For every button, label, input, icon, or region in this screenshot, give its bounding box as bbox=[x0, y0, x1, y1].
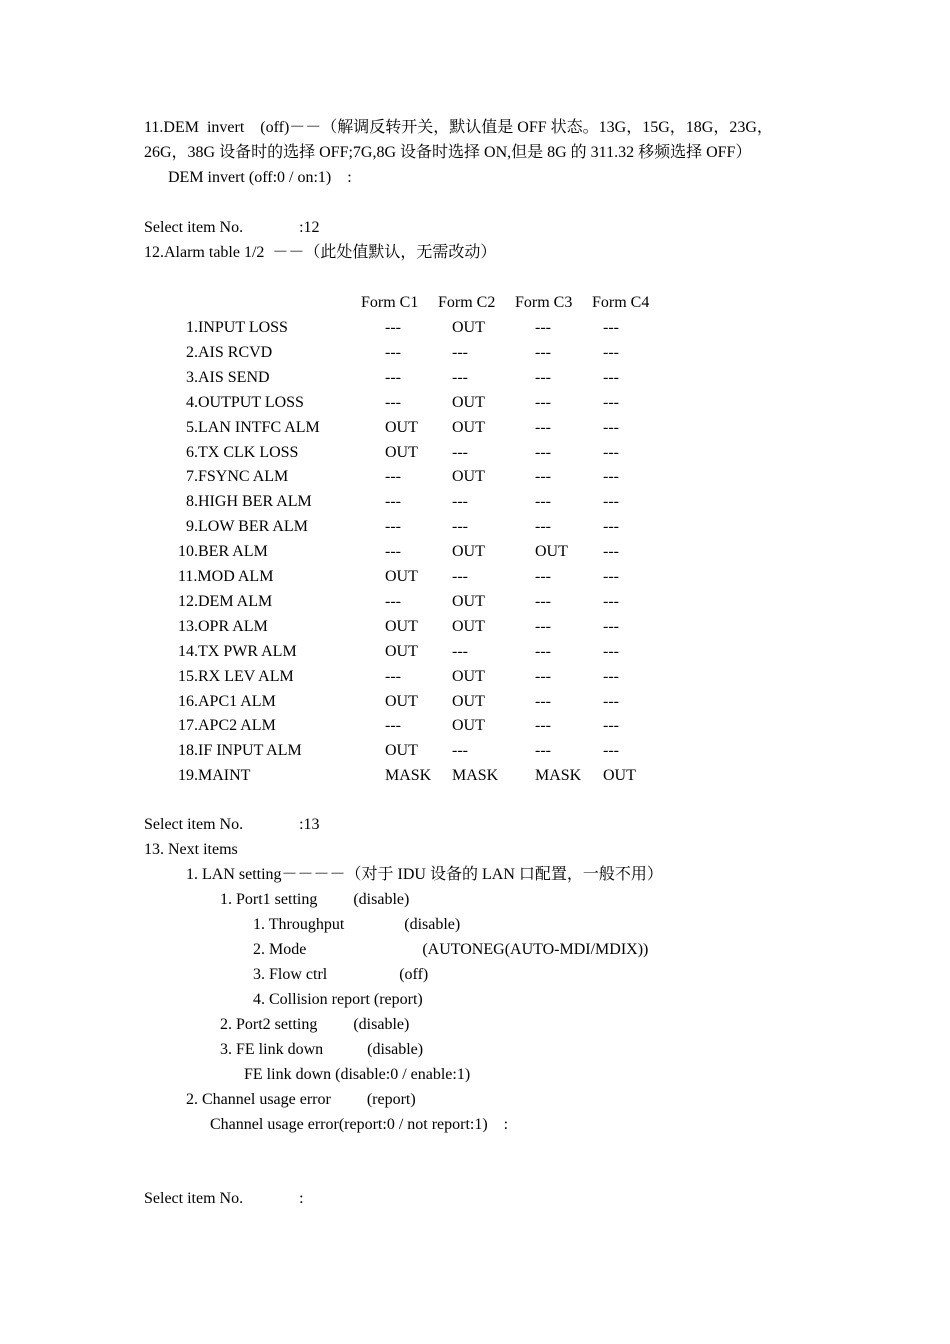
alarm-label: 4.OUTPUT LOSS bbox=[186, 394, 304, 411]
alarm-value-c3: --- bbox=[535, 394, 551, 411]
alarm-value-c3: --- bbox=[535, 468, 551, 485]
alarm-value-c3: --- bbox=[535, 742, 551, 759]
alarm-value-c2: --- bbox=[452, 742, 468, 759]
alarm-value-c4: --- bbox=[603, 369, 619, 386]
alarm-value-c4: --- bbox=[603, 668, 619, 685]
header-form-c3: Form C3 bbox=[515, 294, 573, 311]
alarm-label: 16.APC1 ALM bbox=[178, 693, 276, 710]
alarm-value-c4: --- bbox=[603, 394, 619, 411]
alarm-value-c3: --- bbox=[535, 444, 551, 461]
alarm-value-c2: --- bbox=[452, 643, 468, 660]
alarm-label: 12.DEM ALM bbox=[178, 593, 273, 610]
alarm-value-c4: --- bbox=[603, 693, 619, 710]
alarm-value-c1: OUT bbox=[385, 419, 418, 436]
flow-ctrl-item: 3. Flow ctrl (off) bbox=[253, 966, 429, 983]
alarm-value-c3: --- bbox=[535, 693, 551, 710]
alarm-value-c3: --- bbox=[535, 518, 551, 535]
alarm-value-c1: --- bbox=[385, 518, 401, 535]
alarm-value-c1: --- bbox=[385, 493, 401, 510]
alarm-value-c3: OUT bbox=[535, 543, 568, 560]
alarm-value-c4: OUT bbox=[603, 767, 636, 784]
alarm-value-c3: --- bbox=[535, 419, 551, 436]
alarm-value-c4: --- bbox=[603, 618, 619, 635]
port1-setting-item: 1. Port1 setting (disable) bbox=[220, 891, 410, 908]
lan-setting-item: 1. LAN setting－－－－（对于 IDU 设备的 LAN 口配置，一般不用） bbox=[186, 866, 663, 883]
alarm-value-c1: --- bbox=[385, 593, 401, 610]
fe-link-down-item: 3. FE link down (disable) bbox=[220, 1041, 424, 1058]
alarm-value-c3: --- bbox=[535, 643, 551, 660]
select-item-13: Select item No. :13 bbox=[144, 816, 320, 833]
dem-invert-line-1: 11.DEM invert (off)－－（解调反转开关，默认值是 OFF 状态。13G，15G，18G，23G， bbox=[144, 119, 773, 136]
alarm-value-c3: --- bbox=[535, 593, 551, 610]
dem-invert-line-2: 26G，38G 设备时的选择 OFF;7G,8G 设备时选择 ON,但是 8G 的 311.32 移频选择 OFF） bbox=[144, 144, 752, 161]
alarm-value-c4: --- bbox=[603, 568, 619, 585]
alarm-value-c1: --- bbox=[385, 344, 401, 361]
alarm-label: 7.FSYNC ALM bbox=[186, 468, 289, 485]
alarm-label: 3.AIS SEND bbox=[186, 369, 270, 386]
alarm-label: 15.RX LEV ALM bbox=[178, 668, 294, 685]
alarm-value-c1: --- bbox=[385, 543, 401, 560]
alarm-label: 13.OPR ALM bbox=[178, 618, 268, 635]
header-form-c4: Form C4 bbox=[592, 294, 650, 311]
alarm-value-c2: OUT bbox=[452, 419, 485, 436]
alarm-value-c1: --- bbox=[385, 717, 401, 734]
alarm-value-c1: OUT bbox=[385, 568, 418, 585]
alarm-value-c2: --- bbox=[452, 344, 468, 361]
select-item-final: Select item No. : bbox=[144, 1190, 304, 1207]
alarm-value-c1: OUT bbox=[385, 618, 418, 635]
port2-setting-item: 2. Port2 setting (disable) bbox=[220, 1016, 410, 1033]
alarm-label: 9.LOW BER ALM bbox=[186, 518, 308, 535]
alarm-label: 11.MOD ALM bbox=[178, 568, 274, 585]
alarm-value-c1: OUT bbox=[385, 742, 418, 759]
alarm-value-c4: --- bbox=[603, 593, 619, 610]
alarm-value-c2: --- bbox=[452, 369, 468, 386]
alarm-value-c2: OUT bbox=[452, 593, 485, 610]
alarm-label: 17.APC2 ALM bbox=[178, 717, 276, 734]
alarm-label: 8.HIGH BER ALM bbox=[186, 493, 312, 510]
alarm-value-c4: --- bbox=[603, 643, 619, 660]
alarm-label: 18.IF INPUT ALM bbox=[178, 742, 302, 759]
mode-item: 2. Mode (AUTONEG(AUTO-MDI/MDIX)) bbox=[253, 941, 649, 958]
alarm-value-c1: --- bbox=[385, 668, 401, 685]
alarm-value-c2: --- bbox=[452, 518, 468, 535]
alarm-label: 10.BER ALM bbox=[178, 543, 268, 560]
channel-usage-error-prompt: Channel usage error(report:0 / not report:1) : bbox=[210, 1116, 509, 1133]
alarm-value-c2: OUT bbox=[452, 468, 485, 485]
alarm-value-c3: --- bbox=[535, 717, 551, 734]
alarm-value-c3: --- bbox=[535, 319, 551, 336]
next-items-title: 13. Next items bbox=[144, 841, 238, 858]
alarm-label: 5.LAN INTFC ALM bbox=[186, 419, 320, 436]
alarm-value-c4: --- bbox=[603, 444, 619, 461]
fe-link-down-prompt: FE link down (disable:0 / enable:1) bbox=[244, 1066, 471, 1083]
dem-invert-prompt: DEM invert (off:0 / on:1) : bbox=[168, 169, 352, 186]
channel-usage-error-item: 2. Channel usage error (report) bbox=[186, 1091, 416, 1108]
alarm-value-c4: --- bbox=[603, 344, 619, 361]
alarm-value-c1: MASK bbox=[385, 767, 432, 784]
select-item-12: Select item No. :12 bbox=[144, 219, 320, 236]
alarm-value-c2: OUT bbox=[452, 668, 485, 685]
alarm-value-c4: --- bbox=[603, 493, 619, 510]
header-form-c2: Form C2 bbox=[438, 294, 496, 311]
alarm-label: 6.TX CLK LOSS bbox=[186, 444, 299, 461]
alarm-value-c1: OUT bbox=[385, 643, 418, 660]
header-form-c1: Form C1 bbox=[361, 294, 419, 311]
alarm-value-c2: --- bbox=[452, 444, 468, 461]
alarm-value-c2: OUT bbox=[452, 618, 485, 635]
alarm-value-c2: MASK bbox=[452, 767, 499, 784]
alarm-value-c2: --- bbox=[452, 568, 468, 585]
alarm-value-c4: --- bbox=[603, 319, 619, 336]
alarm-value-c3: --- bbox=[535, 369, 551, 386]
alarm-value-c2: --- bbox=[452, 493, 468, 510]
alarm-value-c2: OUT bbox=[452, 394, 485, 411]
alarm-value-c2: OUT bbox=[452, 319, 485, 336]
alarm-value-c1: --- bbox=[385, 394, 401, 411]
alarm-value-c2: OUT bbox=[452, 717, 485, 734]
alarm-value-c4: --- bbox=[603, 518, 619, 535]
alarm-table-title: 12.Alarm table 1/2 －－（此处值默认，无需改动） bbox=[144, 244, 497, 261]
alarm-value-c1: OUT bbox=[385, 693, 418, 710]
alarm-value-c3: --- bbox=[535, 568, 551, 585]
alarm-value-c4: --- bbox=[603, 468, 619, 485]
alarm-label: 1.INPUT LOSS bbox=[186, 319, 288, 336]
alarm-value-c4: --- bbox=[603, 742, 619, 759]
alarm-value-c3: MASK bbox=[535, 767, 582, 784]
collision-report-item: 4. Collision report (report) bbox=[253, 991, 423, 1008]
alarm-label: 2.AIS RCVD bbox=[186, 344, 273, 361]
alarm-value-c4: --- bbox=[603, 419, 619, 436]
alarm-value-c1: OUT bbox=[385, 444, 418, 461]
alarm-label: 19.MAINT bbox=[178, 767, 251, 784]
throughput-item: 1. Throughput (disable) bbox=[253, 916, 461, 933]
alarm-value-c4: --- bbox=[603, 717, 619, 734]
alarm-value-c3: --- bbox=[535, 344, 551, 361]
alarm-value-c1: --- bbox=[385, 319, 401, 336]
alarm-value-c1: --- bbox=[385, 468, 401, 485]
alarm-value-c4: --- bbox=[603, 543, 619, 560]
alarm-value-c3: --- bbox=[535, 493, 551, 510]
alarm-value-c3: --- bbox=[535, 668, 551, 685]
alarm-value-c3: --- bbox=[535, 618, 551, 635]
alarm-value-c2: OUT bbox=[452, 693, 485, 710]
alarm-label: 14.TX PWR ALM bbox=[178, 643, 297, 660]
alarm-value-c2: OUT bbox=[452, 543, 485, 560]
alarm-value-c1: --- bbox=[385, 369, 401, 386]
